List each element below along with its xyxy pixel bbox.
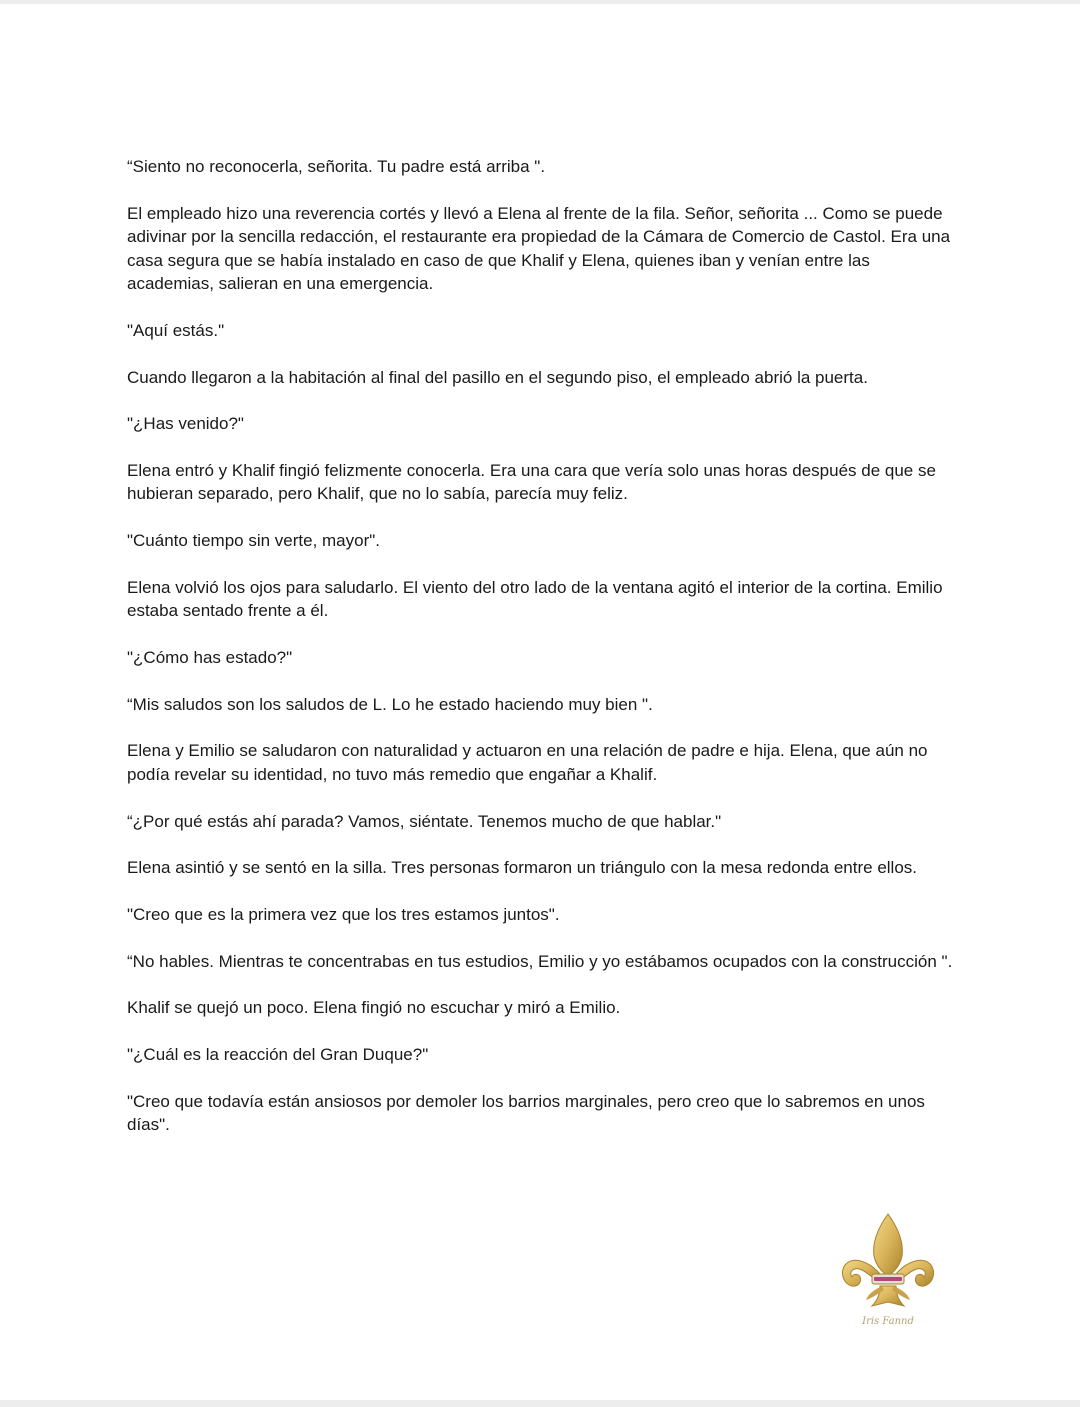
paragraph: "Cuánto tiempo sin verte, mayor". xyxy=(127,531,381,551)
paragraph: “No hables. Mientras te concentrabas en tus estudios, Emilio y yo estábamos ocupados con la construcción ". xyxy=(127,951,953,971)
paragraph: “¿Por qué estás ahí parada? Vamos, siéntate. Tenemos mucho de que hablar." xyxy=(127,811,722,831)
paragraph: Cuando llegaron a la habitación al final del pasillo en el segundo piso, el empleado abrió la puerta. xyxy=(127,367,868,387)
paragraph: Elena y Emilio se saludaron con naturalidad y actuaron en una relación de padre e hija. Elena, que aún no podía revelar su identidad, no tuvo más remedio que engañar a Khalif. xyxy=(127,741,933,784)
paragraph: "Creo que todavía están ansiosos por demoler los barrios marginales, pero creo que lo sabremos en unos días". xyxy=(127,1091,930,1135)
document-page xyxy=(0,4,1080,1400)
paragraph: "Aquí estás." xyxy=(127,320,225,340)
paragraph: "¿Cómo has estado?" xyxy=(127,648,293,667)
paragraph: Elena volvió los ojos para saludarlo. El viento del otro lado de la ventana agitó el interior de la cortina. Emilio estaba sentado frente a él. xyxy=(127,577,948,621)
paragraph: Khalif se quejó un poco. Elena fingió no escuchar y miró a Emilio. xyxy=(127,998,621,1018)
paragraph: "¿Has venido?" xyxy=(127,414,244,434)
svg-text:Iris Fannd: Iris Fannd xyxy=(862,1316,914,1327)
paragraph: “Siento no reconocerla, señorita. Tu padre está arriba ". xyxy=(127,157,546,176)
paragraph: Elena entró y Khalif fingió felizmente conocerla. Era una cara que vería solo unas horas después de que se hubieran separado, pero Khalif, que no lo sabía, parecía muy feliz. xyxy=(127,460,941,504)
paragraph: Elena asintió y se sentó en la silla. Tres personas formaron un triángulo con la mesa redonda entre ellos. xyxy=(127,858,918,878)
fleur-de-lis-icon xyxy=(836,1210,940,1334)
paragraph: El empleado hizo una reverencia cortés y llevó a Elena al frente de la fila. Señor, señorita ... Como se puede adivinar por la sencilla redacción, el restaurante era propiedad de la Cámara de Comercio de Castol. Era una casa segura que se había instalado en caso de que Khalif y Elena, quienes iban y venían entre las academias, salieran en una emergencia. xyxy=(127,203,955,294)
paragraph: "Creo que es la primera vez que los tres estamos juntos". xyxy=(127,904,560,924)
watermark-logo xyxy=(836,1210,940,1334)
paragraph: "¿Cuál es la reacción del Gran Duque?" xyxy=(127,1045,429,1064)
document-body xyxy=(127,155,957,1160)
paragraph: “Mis saludos son los saludos de L. Lo he estado haciendo muy bien ". xyxy=(127,694,653,714)
